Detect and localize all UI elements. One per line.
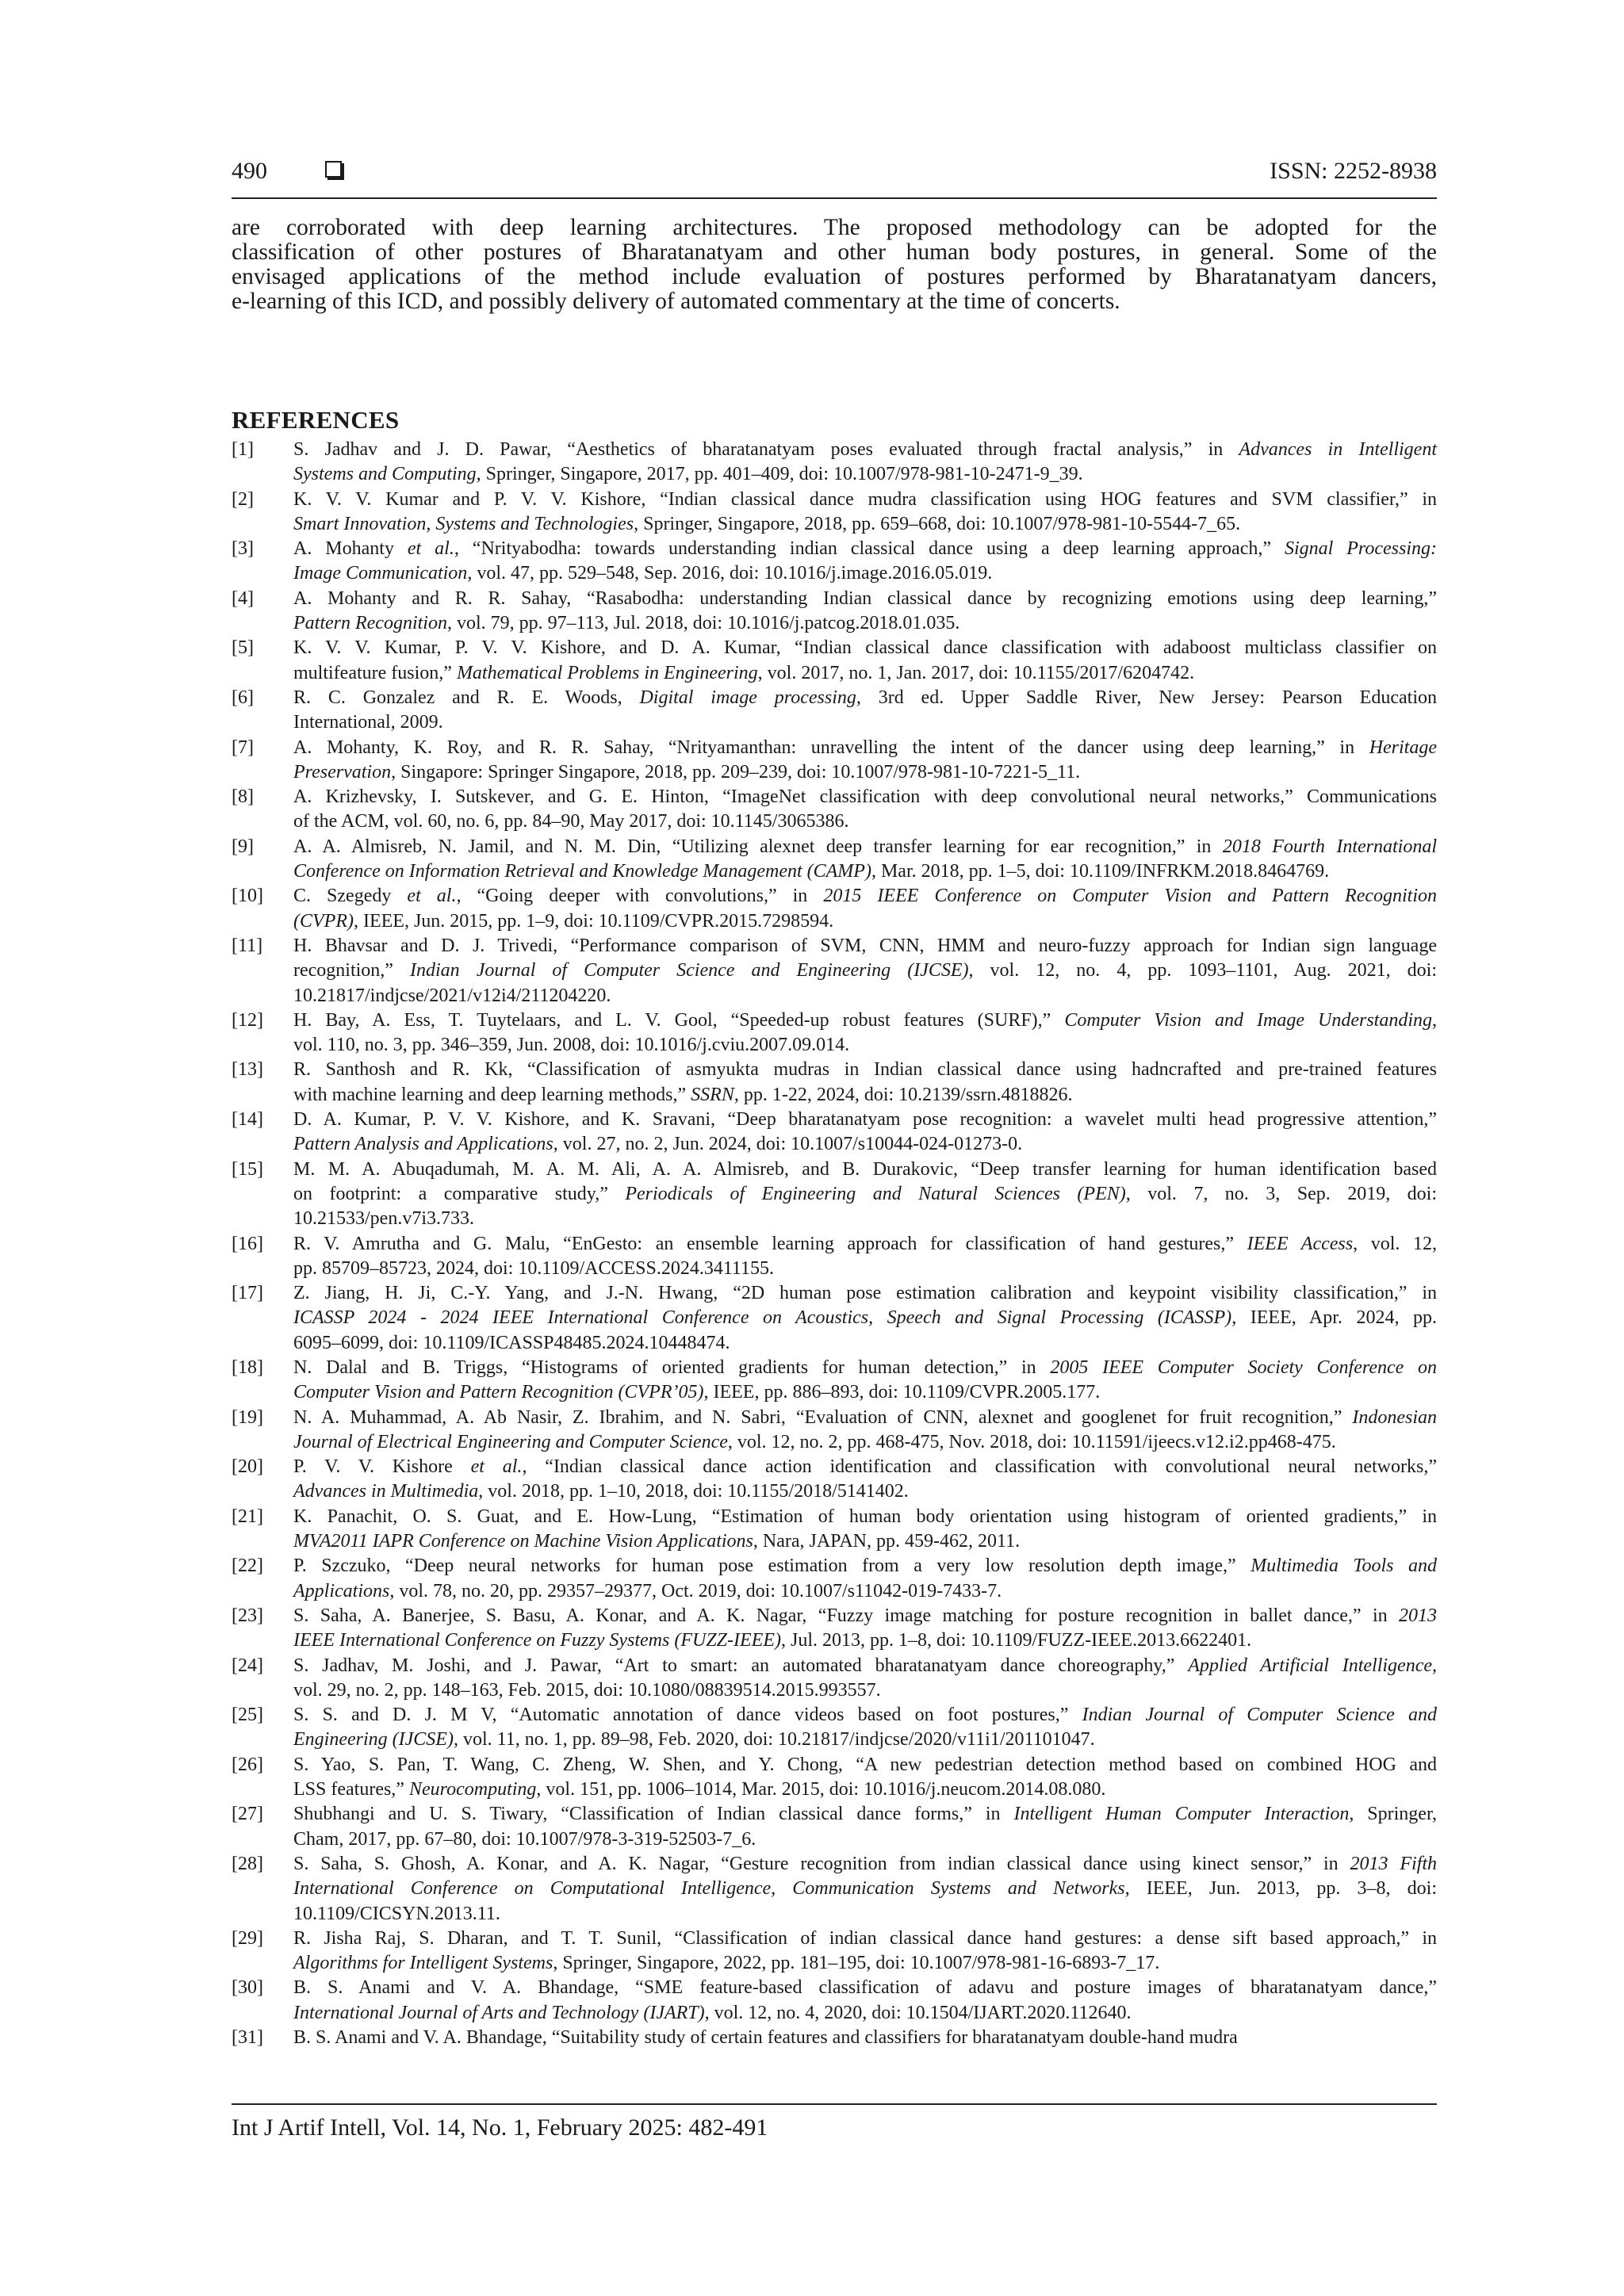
reference-text-line: B. S. Anami and V. A. Bhandage, “SME feature-based classification of adavu and posture images of bharatanatyam dance,” xyxy=(293,1977,1437,1999)
reference-item xyxy=(232,884,1437,934)
reference-item xyxy=(232,736,1437,786)
page-number: 490 xyxy=(232,158,267,184)
reference-text-line: A. Mohanty et al., “Nrityabodha: towards understanding indian classical dance using a deep learning approach,” Signal Processing: xyxy=(293,538,1437,560)
reference-text-line: K. Panachit, O. S. Guat, and E. How-Lung, “Estimation of human body orientation using histogram of oriented gradients,” in xyxy=(293,1506,1437,1527)
reference-text-line: recognition,” Indian Journal of Computer Science and Engineering (IJCSE), vol. 12, no. 4, pp. 1093–1101, Aug. 2021, doi: xyxy=(293,960,1438,982)
reference-item xyxy=(232,1753,1437,1803)
reference-text-line: 6095–6099, doi: 10.1109/ICASSP48485.2024.10448474. xyxy=(293,1332,730,1353)
reference-number: [10] xyxy=(232,886,263,907)
reference-text-line: A. A. Almisreb, N. Jamil, and N. M. Din, “Utilizing alexnet deep transfer learning for ear recognition,” in 2018 Fourth International xyxy=(293,836,1437,857)
reference-text-line: Applications, vol. 78, no. 20, pp. 29357–29377, Oct. 2019, doi: 10.1007/s11042-019-7433-7. xyxy=(293,1580,1002,1601)
reference-text-line: D. A. Kumar, P. V. V. Kishore, and K. Sravani, “Deep bharatanatyam pose recognition: a wavelet multi head progressive attention,” xyxy=(293,1109,1437,1131)
reference-text-line: International Conference on Computational Intelligence, Communication Systems and Networks, IEEE, Jun. 2013, pp. 3–8, doi: xyxy=(293,1878,1437,1900)
reference-number: [6] xyxy=(232,687,254,708)
reference-item xyxy=(232,1654,1437,1704)
reference-text-line: Preservation, Singapore: Springer Singapore, 2018, pp. 209–239, doi: 10.1007/978-981-10-7221-5_11. xyxy=(293,761,1081,783)
reference-number: [14] xyxy=(232,1109,263,1131)
header-rule xyxy=(232,197,1437,199)
references-heading: REFERENCES xyxy=(232,406,400,434)
reference-text-line: P. Szczuko, “Deep neural networks for human pose estimation from a very low resolution depth image,” Multimedia Tools and xyxy=(293,1556,1438,1577)
reference-text-line: MVA2011 IAPR Conference on Machine Vision Applications, Nara, JAPAN, pp. 459-462, 2011. xyxy=(293,1531,1021,1552)
reference-text-line: R. V. Amrutha and G. Malu, “EnGesto: an ensemble learning approach for classification of hand gestures,” IEEE Access, vol. 12, xyxy=(293,1233,1437,1254)
reference-text-line: A. Mohanty, K. Roy, and R. R. Sahay, “Nrityamanthan: unravelling the intent of the dancer using deep learning,” in Heritage xyxy=(293,737,1437,758)
reference-number: [24] xyxy=(232,1655,263,1676)
reference-text-line: Pattern Analysis and Applications, vol. 27, no. 2, Jun. 2024, doi: 10.1007/s10044-024-01273-0. xyxy=(293,1134,1023,1155)
reference-text-line: 10.21533/pen.v7i3.733. xyxy=(293,1208,474,1230)
reference-text-line: K. V. V. Kumar, P. V. V. Kishore, and D. A. Kumar, “Indian classical dance classification with adaboost multiclass classifier on xyxy=(293,637,1437,659)
reference-number: [12] xyxy=(232,1009,263,1031)
reference-text-line: Systems and Computing, Springer, Singapore, 2017, pp. 401–409, doi: 10.1007/978-981-10-2471-9_39. xyxy=(293,464,1083,485)
reference-number: [26] xyxy=(232,1754,263,1775)
reference-text-line: B. S. Anami and V. A. Bhandage, “Suitability study of certain features and classifiers for bharatanatyam double-hand mudra xyxy=(293,2027,1238,2048)
reference-text-line: Engineering (IJCSE), vol. 11, no. 1, pp. 89–98, Feb. 2020, doi: 10.21817/indjcse/2020/v11i1/201101047. xyxy=(293,1729,1095,1751)
reference-item xyxy=(232,1976,1437,2026)
reference-text-line: S. Saha, S. Ghosh, A. Konar, and A. K. Nagar, “Gesture recognition from indian classical dance using kinect sensor,” in 2013 Fifth xyxy=(293,1853,1437,1874)
reference-text-line: of the ACM, vol. 60, no. 6, pp. 84–90, May 2017, doi: 10.1145/3065386. xyxy=(293,811,849,832)
reference-text-line: H. Bhavsar and D. J. Trivedi, “Performance comparison of SVM, CNN, HMM and neuro-fuzzy approach for Indian sign language xyxy=(293,935,1437,956)
references-list xyxy=(232,438,1437,2050)
reference-text-line: pp. 85709–85723, 2024, doi: 10.1109/ACCESS.2024.3411155. xyxy=(293,1257,775,1279)
reference-text-line: multifeature fusion,” Mathematical Problems in Engineering, vol. 2017, no. 1, Jan. 2017, doi: 10.1155/2017/6204742. xyxy=(293,662,1195,683)
reference-text-line: S. Jadhav and J. D. Pawar, “Aesthetics of bharatanatyam poses evaluated through fractal analysis,” in Advances in Intelligent xyxy=(293,439,1437,460)
reference-number: [21] xyxy=(232,1506,263,1527)
reference-text-line: N. A. Muhammad, A. Ab Nasir, Z. Ibrahim, and N. Sabri, “Evaluation of CNN, alexnet and googlenet for fruit recognition,” Indonesian xyxy=(293,1406,1437,1428)
reference-item xyxy=(232,1058,1437,1108)
reference-number: [1] xyxy=(232,439,254,460)
reference-number: [27] xyxy=(232,1804,263,1825)
reference-text-line: S. Yao, S. Pan, T. Wang, C. Zheng, W. Shen, and Y. Chong, “A new pedestrian detection method based on combined HOG and xyxy=(293,1754,1437,1775)
reference-text-line: Journal of Electrical Engineering and Computer Science, vol. 12, no. 2, pp. 468-475, Nov. 2018, doi: 10.11591/ijeecs.v12.i2.pp468-475. xyxy=(293,1431,1336,1452)
reference-item xyxy=(232,785,1437,835)
reference-item xyxy=(232,587,1437,637)
reference-text-line: M. M. A. Abuqadumah, M. A. M. Ali, A. A. Almisreb, and B. Durakovic, “Deep transfer learning for human identification based xyxy=(293,1158,1437,1180)
reference-text-line: (CVPR), IEEE, Jun. 2015, pp. 1–9, doi: 10.1109/CVPR.2015.7298594. xyxy=(293,910,834,932)
reference-item xyxy=(232,1703,1437,1753)
reference-text-line: vol. 29, no. 2, pp. 148–163, Feb. 2015, doi: 10.1080/08839514.2015.993557. xyxy=(293,1679,881,1701)
paragraph-line: e-learning of this ICD, and possibly delivery of automated commentary at the time of concerts. xyxy=(232,289,1120,314)
reference-text-line: P. V. V. Kishore et al., “Indian classical dance action identification and classification with convolutional neural networks,” xyxy=(293,1456,1437,1478)
reference-text-line: S. Saha, A. Banerjee, S. Basu, A. Konar, and A. K. Nagar, “Fuzzy image matching for posture recognition in ballet dance,” in 2013 xyxy=(293,1605,1437,1626)
reference-text-line: Cham, 2017, pp. 67–80, doi: 10.1007/978-3-319-52503-7_6. xyxy=(293,1828,756,1850)
reference-number: [2] xyxy=(232,488,254,510)
reference-item xyxy=(232,1455,1437,1505)
reference-text-line: Algorithms for Intelligent Systems, Springer, Singapore, 2022, pp. 181–195, doi: 10.1007/978-981-16-6893-7_17. xyxy=(293,1953,1160,1974)
reference-text-line: H. Bay, A. Ess, T. Tuytelaars, and L. V. Gool, “Speeded-up robust features (SURF),” Computer Vision and Image Understanding, xyxy=(293,1009,1438,1031)
reference-item xyxy=(232,1158,1437,1232)
reference-text-line: A. Mohanty and R. R. Sahay, “Rasabodha: understanding Indian classical dance by recognizing emotions using deep learning,” xyxy=(293,587,1437,609)
reference-number: [15] xyxy=(232,1158,263,1180)
reference-text-line: LSS features,” Neurocomputing, vol. 151, pp. 1006–1014, Mar. 2015, doi: 10.1016/j.neucom.2014.08.080. xyxy=(293,1779,1106,1800)
reference-number: [8] xyxy=(232,786,254,808)
reference-number: [19] xyxy=(232,1406,263,1428)
reference-text-line: ICASSP 2024 - 2024 IEEE International Conference on Acoustics, Speech and Signal Processing (ICASSP), IEEE, Apr. 2024, pp. xyxy=(293,1307,1437,1329)
reference-item xyxy=(232,636,1437,686)
reference-item xyxy=(232,1281,1437,1356)
reference-number: [30] xyxy=(232,1977,263,1999)
reference-number: [11] xyxy=(232,935,263,956)
reference-number: [9] xyxy=(232,836,254,857)
paragraph-line: are corroborated with deep learning architectures. The proposed methodology can be adopted for the xyxy=(232,215,1437,240)
reference-number: [18] xyxy=(232,1357,263,1378)
reference-text-line: IEEE International Conference on Fuzzy Systems (FUZZ-IEEE), Jul. 2013, pp. 1–8, doi: 10.1109/FUZZ-IEEE.2013.6622401. xyxy=(293,1630,1252,1651)
reference-item xyxy=(232,1927,1437,1976)
reference-number: [20] xyxy=(232,1456,263,1478)
reference-text-line: with machine learning and deep learning methods,” SSRN, pp. 1-22, 2024, doi: 10.2139/ssrn.4818826. xyxy=(293,1084,1073,1105)
reference-number: [13] xyxy=(232,1059,263,1081)
reference-text-line: vol. 110, no. 3, pp. 346–359, Jun. 2008, doi: 10.1016/j.cviu.2007.09.014. xyxy=(293,1035,850,1056)
reference-text-line: S. S. and D. J. M V, “Automatic annotation of dance videos based on foot postures,” Indian Journal of Computer Science and xyxy=(293,1705,1438,1726)
reference-text-line: R. C. Gonzalez and R. E. Woods, Digital image processing, 3rd ed. Upper Saddle River, New Jersey: Pearson Education xyxy=(293,687,1437,708)
reference-item xyxy=(232,1604,1437,1654)
reference-number: [31] xyxy=(232,2027,263,2048)
reference-number: [28] xyxy=(232,1853,263,1874)
reference-item xyxy=(232,1554,1437,1604)
footer-rule xyxy=(232,2103,1437,2105)
reference-text-line: on footprint: a comparative study,” Periodicals of Engineering and Natural Sciences (PEN), vol. 7, no. 3, Sep. 2019, doi: xyxy=(293,1183,1438,1204)
reference-item xyxy=(232,1802,1437,1852)
reference-text-line: Shubhangi and U. S. Tiwary, “Classification of Indian classical dance forms,” in Intelligent Human Computer Interaction, Springer, xyxy=(293,1804,1437,1825)
reference-item xyxy=(232,1406,1437,1456)
reference-item xyxy=(232,438,1437,488)
issn-label: ISSN: 2252-8938 xyxy=(1270,158,1437,184)
reference-text-line: Pattern Recognition, vol. 79, pp. 97–113, Jul. 2018, doi: 10.1016/j.patcog.2018.01.035. xyxy=(293,613,960,634)
reference-text-line: Z. Jiang, H. Ji, C.-Y. Yang, and J.-N. Hwang, “2D human pose estimation calibration and keypoint visibility classification,” in xyxy=(293,1283,1437,1304)
reference-text-line: Smart Innovation, Systems and Technologies, Springer, Singapore, 2018, pp. 659–668, doi: 10.1007/978-981-10-5544-7_65. xyxy=(293,513,1241,534)
reference-text-line: R. Jisha Raj, S. Dharan, and T. T. Sunil, “Classification of indian classical dance hand gestures: a dense sift based approach,” in xyxy=(293,1927,1437,1949)
page-header xyxy=(232,155,1437,195)
reference-text-line: Conference on Information Retrieval and Knowledge Management (CAMP), Mar. 2018, pp. 1–5, doi: 10.1109/INFRKM.2018.8464769. xyxy=(293,861,1330,882)
reference-item xyxy=(232,2026,1437,2050)
reference-item xyxy=(232,686,1437,736)
reference-item xyxy=(232,1852,1437,1927)
reference-text-line: Image Communication, vol. 47, pp. 529–548, Sep. 2016, doi: 10.1016/j.image.2016.05.019. xyxy=(293,563,993,584)
reference-number: [17] xyxy=(232,1283,263,1304)
reference-number: [7] xyxy=(232,737,254,758)
reference-text-line: C. Szegedy et al., “Going deeper with convolutions,” in 2015 IEEE Conference on Computer Vision and Pattern Recognition xyxy=(293,886,1438,907)
square-bullet-icon xyxy=(325,161,342,178)
reference-number: [5] xyxy=(232,637,254,659)
journal-citation-footer: Int J Artif Intell, Vol. 14, No. 1, February 2025: 482-491 xyxy=(232,2114,768,2141)
reference-text-line: 10.1109/CICSYN.2013.11. xyxy=(293,1903,500,1924)
reference-text-line: N. Dalal and B. Triggs, “Histograms of oriented gradients for human detection,” in 2005 IEEE Computer Society Conference on xyxy=(293,1357,1438,1378)
reference-item xyxy=(232,1108,1437,1158)
reference-item xyxy=(232,1232,1437,1282)
reference-number: [22] xyxy=(232,1556,263,1577)
reference-text-line: R. Santhosh and R. Kk, “Classification of asmyukta mudras in Indian classical dance using hadncrafted and pre-trained features xyxy=(293,1059,1437,1081)
reference-text-line: Advances in Multimedia, vol. 2018, pp. 1–10, 2018, doi: 10.1155/2018/5141402. xyxy=(293,1481,909,1502)
reference-number: [23] xyxy=(232,1605,263,1626)
reference-text-line: International Journal of Arts and Technology (IJART), vol. 12, no. 4, 2020, doi: 10.1504/IJART.2020.112640. xyxy=(293,2002,1132,2023)
reference-item xyxy=(232,934,1437,1008)
reference-text-line: S. Jadhav, M. Joshi, and J. Pawar, “Art to smart: an automated bharatanatyam dance choreography,” Applied Artificial Intelligence, xyxy=(293,1655,1437,1676)
reference-number: [29] xyxy=(232,1927,263,1949)
reference-item xyxy=(232,537,1437,587)
body-paragraph xyxy=(232,216,1437,314)
paragraph-line: envisaged applications of the method include evaluation of postures performed by Bharatanatyam dancers, xyxy=(232,264,1437,289)
reference-number: [3] xyxy=(232,538,254,560)
reference-item xyxy=(232,488,1437,538)
paragraph-line: classification of other postures of Bharatanatyam and other human body postures, in general. Some of the xyxy=(232,239,1437,265)
reference-number: [4] xyxy=(232,587,254,609)
reference-text-line: 10.21817/indjcse/2021/v12i4/211204220. xyxy=(293,985,611,1006)
reference-item xyxy=(232,1356,1437,1406)
reference-text-line: K. V. V. Kumar and P. V. V. Kishore, “Indian classical dance mudra classification using HOG features and SVM classifier,” in xyxy=(293,488,1437,510)
reference-item xyxy=(232,1505,1437,1555)
reference-item xyxy=(232,835,1437,885)
reference-text-line: International, 2009. xyxy=(293,712,443,733)
reference-text-line: Computer Vision and Pattern Recognition (CVPR’05), IEEE, pp. 886–893, doi: 10.1109/CVPR.2005.177. xyxy=(293,1382,1101,1403)
reference-number: [16] xyxy=(232,1233,263,1254)
reference-item xyxy=(232,1008,1437,1058)
reference-text-line: A. Krizhevsky, I. Sutskever, and G. E. Hinton, “ImageNet classification with deep convolutional neural networks,” Communications xyxy=(293,786,1437,808)
reference-number: [25] xyxy=(232,1705,263,1726)
